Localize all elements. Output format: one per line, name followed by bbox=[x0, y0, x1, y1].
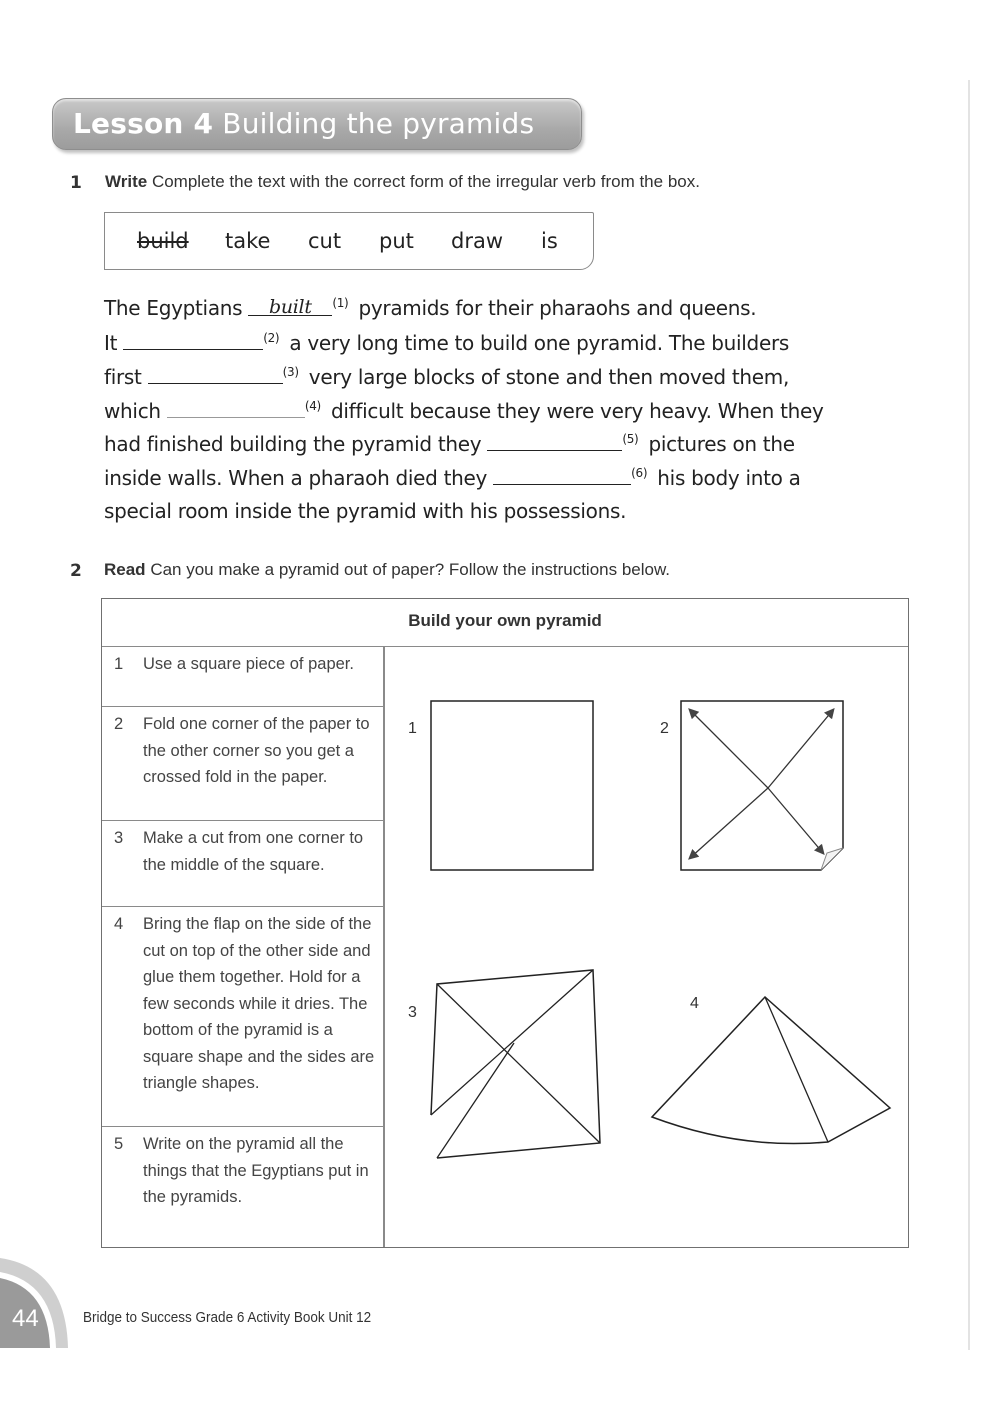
exercise-2-keyword: Read bbox=[104, 560, 146, 579]
text-segment: his body into a bbox=[651, 466, 801, 490]
step-text: Bring the flap on the side of the cut on top of the other side and glue them together. Hold for a few seconds while it dries. The bottom of the pyramid is a square shape and the sides are triangle shapes. bbox=[143, 915, 375, 1092]
page-edge-line bbox=[968, 80, 970, 1350]
page-number-tab bbox=[0, 1258, 70, 1348]
word-cut: cut bbox=[308, 229, 342, 253]
step-row bbox=[102, 821, 384, 907]
step-text: Use a square piece of paper. bbox=[143, 655, 354, 673]
marker-6: (6) bbox=[631, 466, 648, 481]
figure-1-square bbox=[430, 700, 596, 872]
step-text: Write on the pyramid all the things that the Egyptians put in the pyramids. bbox=[143, 1135, 369, 1206]
text-segment: which bbox=[104, 399, 167, 423]
exercise-1-keyword: Write bbox=[105, 172, 148, 191]
page-number: 44 bbox=[12, 1305, 39, 1332]
step-row bbox=[102, 647, 384, 707]
text-line-7 bbox=[104, 499, 626, 523]
marker-2: (2) bbox=[263, 331, 280, 346]
lesson-title-text: Building the pyramids bbox=[222, 107, 535, 140]
paper-square bbox=[431, 701, 593, 870]
figure-4-label: 4 bbox=[690, 995, 699, 1012]
exercise-2-instruction bbox=[104, 560, 670, 580]
folded-corner bbox=[821, 848, 843, 870]
word-is: is bbox=[541, 229, 558, 253]
lesson-banner bbox=[52, 98, 582, 150]
text-segment: pyramids for their pharaohs and queens. bbox=[352, 296, 757, 320]
step-number: 5 bbox=[114, 1135, 124, 1153]
figure-3-cut-diagram bbox=[428, 965, 618, 1165]
figure-1-label: 1 bbox=[408, 720, 417, 737]
blank-2[interactable] bbox=[123, 330, 263, 350]
exercise-2-number: 2 bbox=[70, 561, 82, 581]
table-title: Build your own pyramid bbox=[102, 599, 908, 647]
text-segment: had finished building the pyramid they bbox=[104, 432, 488, 456]
blank-1-answer: built bbox=[268, 296, 312, 318]
exercise-1-number: 1 bbox=[70, 173, 82, 193]
text-segment: It bbox=[104, 331, 124, 355]
step-row bbox=[102, 1127, 384, 1247]
text-segment: special room inside the pyramid with his possessions. bbox=[104, 499, 627, 523]
marker-3: (3) bbox=[282, 365, 299, 380]
diagonal-fold bbox=[437, 984, 600, 1143]
step-number: 2 bbox=[114, 715, 124, 733]
diagonal-cut-a bbox=[431, 970, 593, 1115]
blank-4[interactable] bbox=[167, 398, 305, 418]
book-title: Bridge to Success Grade 6 Activity Book Unit 12 bbox=[83, 1309, 372, 1326]
exercise-1-instruction-text: Complete the text with the correct form of the irregular verb from the box. bbox=[151, 172, 700, 191]
blank-1[interactable] bbox=[248, 296, 332, 316]
text-segment: very large blocks of stone and then moved them, bbox=[302, 365, 790, 389]
word-build: build bbox=[137, 229, 189, 253]
step-row bbox=[102, 707, 384, 821]
figure-2-label: 2 bbox=[660, 720, 669, 737]
text-line-5 bbox=[104, 431, 795, 456]
word-draw: draw bbox=[451, 229, 504, 253]
arrow-top-left bbox=[690, 710, 768, 788]
step-text: Fold one corner of the paper to the other corner so you get a crossed fold in the paper. bbox=[143, 715, 370, 786]
text-segment: The Egyptians bbox=[104, 296, 249, 320]
word-box bbox=[104, 212, 594, 270]
text-line-3 bbox=[104, 364, 789, 389]
figure-3-label: 3 bbox=[408, 1004, 417, 1021]
text-line-6 bbox=[104, 465, 801, 490]
step-text: Make a cut from one corner to the middle of the square. bbox=[143, 829, 364, 874]
text-line-4 bbox=[104, 398, 824, 423]
text-line-1 bbox=[104, 296, 756, 320]
pyramid-edge bbox=[765, 997, 828, 1142]
blank-6[interactable] bbox=[493, 465, 631, 485]
blank-5[interactable] bbox=[487, 431, 622, 451]
text-segment: difficult because they were very heavy. When they bbox=[324, 399, 824, 423]
lesson-number: Lesson 4 bbox=[73, 107, 214, 140]
step-number: 4 bbox=[114, 915, 124, 933]
arrow-bottom-right bbox=[768, 788, 823, 853]
marker-5: (5) bbox=[622, 432, 639, 447]
pyramid-outline bbox=[652, 997, 890, 1144]
text-segment: pictures on the bbox=[642, 432, 795, 456]
word-put: put bbox=[379, 229, 414, 253]
marker-4: (4) bbox=[304, 399, 321, 414]
lesson-title bbox=[73, 107, 534, 140]
step-number: 1 bbox=[114, 655, 124, 673]
figure-2-fold-diagram bbox=[680, 700, 846, 872]
arrow-bottom-left bbox=[690, 788, 768, 858]
text-line-2 bbox=[104, 330, 789, 355]
text-segment: first bbox=[104, 365, 148, 389]
exercise-2-instruction-text: Can you make a pyramid out of paper? Follow the instructions below. bbox=[150, 560, 671, 579]
text-segment: inside walls. When a pharaoh died they bbox=[104, 466, 494, 490]
step-number: 3 bbox=[114, 829, 124, 847]
diagonal-cut-b bbox=[437, 1043, 514, 1158]
marker-1: (1) bbox=[332, 296, 349, 311]
text-segment: a very long time to build one pyramid. The builders bbox=[283, 331, 789, 355]
step-row bbox=[102, 907, 384, 1127]
arrow-top-right bbox=[768, 710, 833, 788]
figure-4-pyramid bbox=[650, 990, 895, 1155]
word-take: take bbox=[225, 229, 271, 253]
blank-3[interactable] bbox=[148, 364, 283, 384]
exercise-1-instruction bbox=[105, 172, 700, 192]
